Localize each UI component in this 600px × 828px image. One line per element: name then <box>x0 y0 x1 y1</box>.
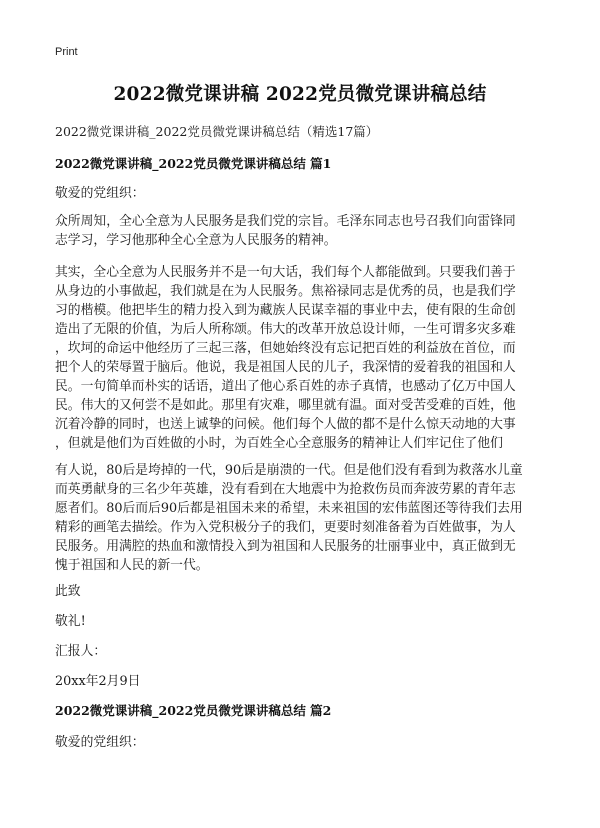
paragraph-line: ，但就是他们为百姓做的小时，为百姓全心全意服务的精神让人们牢记住了他们 <box>55 436 503 451</box>
section-2-salutation: 敬爱的党组织： <box>55 735 145 750</box>
section-1-paragraph-1 <box>55 212 555 250</box>
paragraph-line: 志学习，学习他那种全心全意为人民服务的精神。 <box>55 233 337 248</box>
section-2-heading: 2022微党课讲稿_2022党员微党课讲稿总结 篇2 <box>55 703 332 718</box>
paragraph-line: 众所周知，全心全意为人民服务是我们党的宗旨。毛泽东同志也号召我们向雷锋同 <box>55 214 516 229</box>
paragraph-line: 把个人的荣辱置于脑后。他说，我是祖国人民的儿子，我深情的爱着我的祖国和人 <box>55 360 516 375</box>
document-subtitle: 2022微党课讲稿_2022党员微党课讲稿总结（精选17篇） <box>55 124 379 139</box>
section-1-heading: 2022微党课讲稿_2022党员微党课讲稿总结 篇1 <box>55 156 332 171</box>
paragraph-line: 其实，全心全意为人民服务并不是一句大话，我们每个人都能做到。只要我们善于 <box>55 265 516 280</box>
paragraph-line: 而英勇献身的三名少年英雄，没有看到在大地震中为抢救伤员而奔波劳累的青年志 <box>55 482 516 497</box>
closing-text: 此致 <box>55 584 81 599</box>
paragraph-line: 民。伟大的又何尝不是如此。那里有灾难，哪里就有温。面对受苦受难的百姓，他 <box>55 398 516 413</box>
paragraph-line: 从身边的小事做起，我们就是在为人民服务。焦裕禄同志是优秀的员，也是我们学 <box>55 284 516 299</box>
document-title: 2022微党课讲稿 2022党员微党课讲稿总结 <box>113 84 487 105</box>
paragraph-line: 民服务。用满腔的热血和激情投入到为祖国和人民服务的壮丽事业中，真正做到无 <box>55 539 516 554</box>
paragraph-line: 愿者们。80后而后90后都是祖国未来的希望，未来祖国的宏伟蓝图还等待我们去用 <box>55 501 523 516</box>
paragraph-line: ，坎坷的命运中他经历了三起三落，但她始终没有忘记把百姓的利益放在首位，而 <box>55 341 516 356</box>
paragraph-line: 习的楷模。他把毕生的精力投入到为藏族人民谋幸福的事业中去，使有限的生命创 <box>55 303 516 318</box>
paragraph-line: 民。一句简单而朴实的话语，道出了他心系百姓的赤子真情，也感动了亿万中国人 <box>55 379 516 394</box>
regards-text: 敬礼! <box>55 614 86 629</box>
paragraph-line: 造出了无限的价值，为后人所称颂。伟大的改革开放总设计师，一生可谓多灾多难 <box>55 322 516 337</box>
paragraph-line: 精彩的画笔去描绘。作为入党积极分子的我们，更要时刻准备着为百姓做事，为人 <box>55 520 516 535</box>
section-1-paragraph-2 <box>55 263 555 453</box>
report-date: 20xx年2月9日 <box>55 674 141 689</box>
section-1-salutation: 敬爱的党组织： <box>55 186 145 201</box>
paragraph-line: 沉着冷静的同时，也送上诚挚的问候。他们每个人做的都不是什么惊天动地的大事 <box>55 417 516 432</box>
print-link[interactable]: Print <box>55 46 78 58</box>
paragraph-line: 有人说，80后是垮掉的一代，90后是崩溃的一代。但是他们没有看到为救落水儿童 <box>55 463 523 478</box>
reporter-label: 汇报人： <box>55 644 107 659</box>
paragraph-line: 愧于祖国和人民的新一代。 <box>55 558 209 573</box>
section-1-paragraph-3 <box>55 461 555 575</box>
